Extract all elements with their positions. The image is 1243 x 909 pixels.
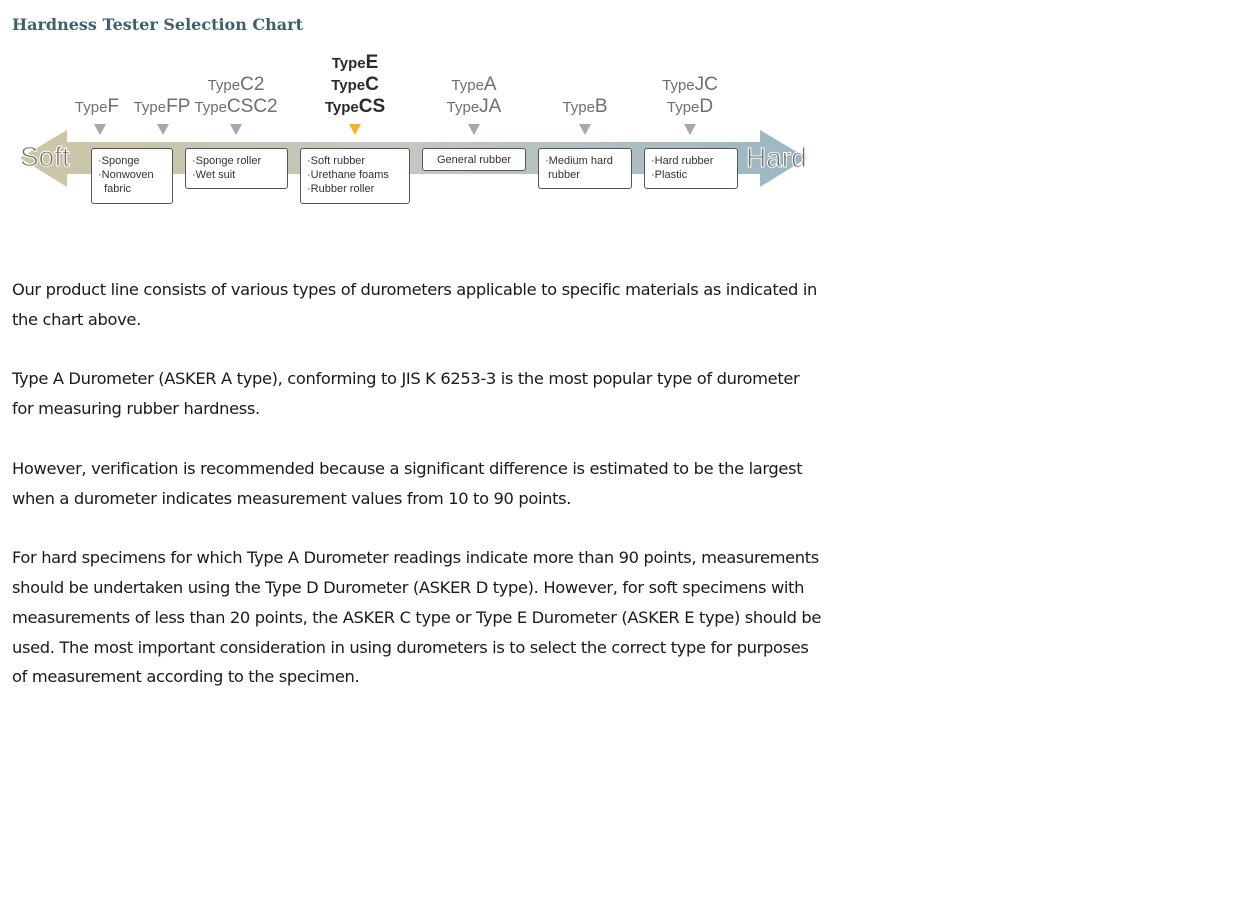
material-item: ·Urethane foams: [307, 169, 389, 181]
marker-down-icon: [230, 124, 242, 135]
type-label: TypeB: [562, 96, 608, 117]
material-box-general-rubber: [422, 148, 526, 171]
material-item: ·Soft rubber: [307, 155, 366, 167]
type-column-b: [562, 50, 607, 118]
paragraph-type-a: Type A Durometer (ASKER A type), conforming to JIS K 6253-3 is the most popular type of durometer for measuring rubber hardness.: [12, 369, 800, 419]
material-box-sponge: [91, 148, 173, 204]
marker-highlight-icon: [349, 124, 361, 135]
soft-label: Soft: [20, 141, 70, 172]
type-label: TypeFP: [133, 96, 191, 117]
marker-down-icon: [468, 124, 480, 135]
type-column-c2-csc2: [194, 50, 277, 118]
material-item: ·Wet suit: [192, 169, 236, 181]
hardness-selection-chart: [10, 50, 830, 210]
type-label: TypeC2: [207, 74, 265, 95]
hard-label: Hard: [746, 142, 807, 173]
material-item: ·Nonwoven: [98, 169, 154, 181]
material-item: ·Rubber roller: [307, 183, 375, 195]
material-item: ·Sponge roller: [192, 155, 262, 167]
type-label: TypeD: [666, 96, 714, 117]
material-box-soft-rubber: [300, 148, 410, 204]
paragraph-product-line: Our product line consists of various types of durometers applicable to specific materials as indicated in the chart above.: [12, 280, 817, 329]
material-item: rubber: [548, 169, 580, 181]
material-box-hard-rubber: [644, 148, 738, 189]
type-column-fp: [134, 50, 191, 118]
type-label: TypeJC: [662, 74, 718, 95]
type-label: TypeC: [331, 74, 379, 95]
marker-down-icon: [684, 124, 696, 135]
marker-down-icon: [94, 124, 106, 135]
description-text: [12, 275, 824, 722]
type-label: TypeE: [331, 52, 379, 73]
type-label: TypeJA: [446, 96, 502, 117]
type-column-f: [75, 50, 119, 118]
page-title: Hardness Tester Selection Chart: [12, 15, 303, 34]
marker-down-icon: [157, 124, 169, 135]
paragraph-verification: However, verification is recommended because a significant difference is estimated to be the largest when a durometer indicates measurement values from 10 to 90 points.: [12, 458, 803, 508]
type-label: TypeCS: [324, 96, 386, 117]
material-item: General rubber: [437, 154, 511, 166]
material-item: fabric: [104, 183, 132, 195]
marker-down-icon: [579, 124, 591, 135]
type-label: TypeCSC2: [194, 96, 278, 117]
type-column-jc-d: [662, 50, 718, 118]
material-item: ·Hard rubber: [651, 155, 714, 167]
type-label: TypeA: [451, 74, 497, 95]
material-box-medium-hard-rubber: [538, 148, 632, 189]
material-item: ·Medium hard: [545, 155, 613, 167]
material-item: ·Sponge: [98, 155, 140, 167]
type-label: TypeF: [74, 96, 120, 117]
type-column-e-c-cs: [325, 50, 385, 118]
type-column-a-ja: [447, 50, 502, 118]
material-box-sponge-roller: [185, 148, 288, 189]
paragraph-selection-advice: For hard specimens for which Type A Durometer readings indicate more than 90 points, measurements should be undertaken using the Type D Durometer (ASKER D type). However, for soft specimens with measurements of less than 20 points, the ASKER C type or Type E Durometer (ASKER E type) should be used. The most important consideration in using durometers is to select the correct type for purposes of measurement according to the specimen.: [12, 548, 822, 687]
material-item: ·Plastic: [651, 169, 688, 181]
